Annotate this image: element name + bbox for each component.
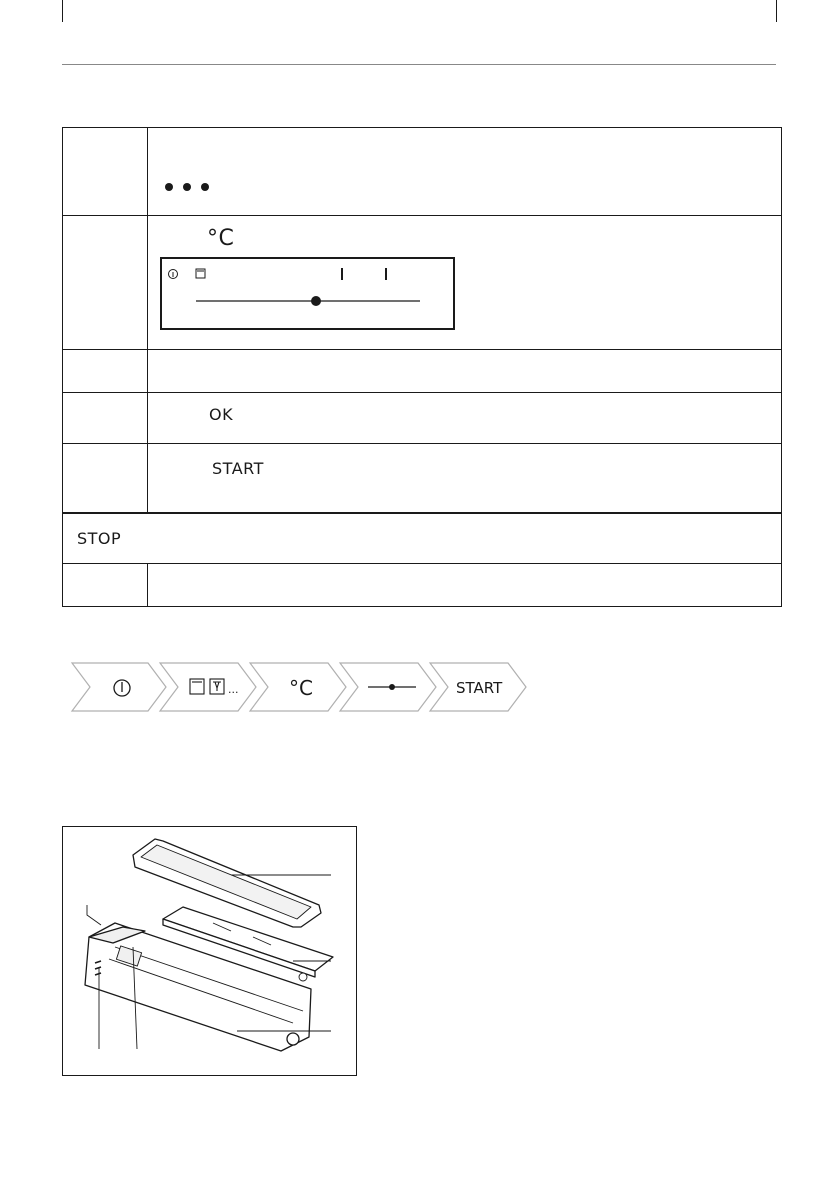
- row-divider: [62, 392, 782, 393]
- start-label: START: [212, 459, 264, 478]
- row-divider: [62, 349, 782, 350]
- more-dots: ...: [228, 683, 239, 696]
- crop-mark-right: [776, 0, 777, 22]
- step-shape: [72, 663, 166, 711]
- stop-label: STOP: [77, 529, 122, 548]
- temperature-unit-label: °C: [207, 226, 235, 251]
- row-divider: [62, 215, 782, 216]
- column-divider: [147, 563, 148, 607]
- display-panel: [160, 257, 455, 330]
- table-border: [62, 127, 782, 607]
- process-bar: [70, 662, 530, 712]
- header-rule: [62, 64, 776, 65]
- dot-icon: [165, 183, 173, 191]
- row-divider: [62, 443, 782, 444]
- info-icon: [169, 270, 178, 279]
- dot-icon: [201, 183, 209, 191]
- row-divider: [62, 563, 782, 564]
- column-divider: [147, 127, 148, 513]
- slider-knob: [311, 296, 321, 306]
- display-graphic: [162, 259, 453, 328]
- water-drawer-illustration: [63, 827, 356, 1075]
- step-shape: [160, 663, 256, 711]
- dot-icon: [183, 183, 191, 191]
- temperature-step-label: °C: [289, 676, 313, 700]
- row-divider: [62, 512, 782, 514]
- callout-line: [87, 905, 101, 925]
- ok-label: OK: [209, 405, 234, 424]
- oven-function-icon: [196, 269, 205, 278]
- drawer-outlet: [287, 1033, 299, 1045]
- crop-mark-left: [62, 0, 63, 22]
- figure-box: [62, 826, 357, 1076]
- steps-table: [62, 127, 782, 607]
- start-step-label: START: [456, 679, 503, 697]
